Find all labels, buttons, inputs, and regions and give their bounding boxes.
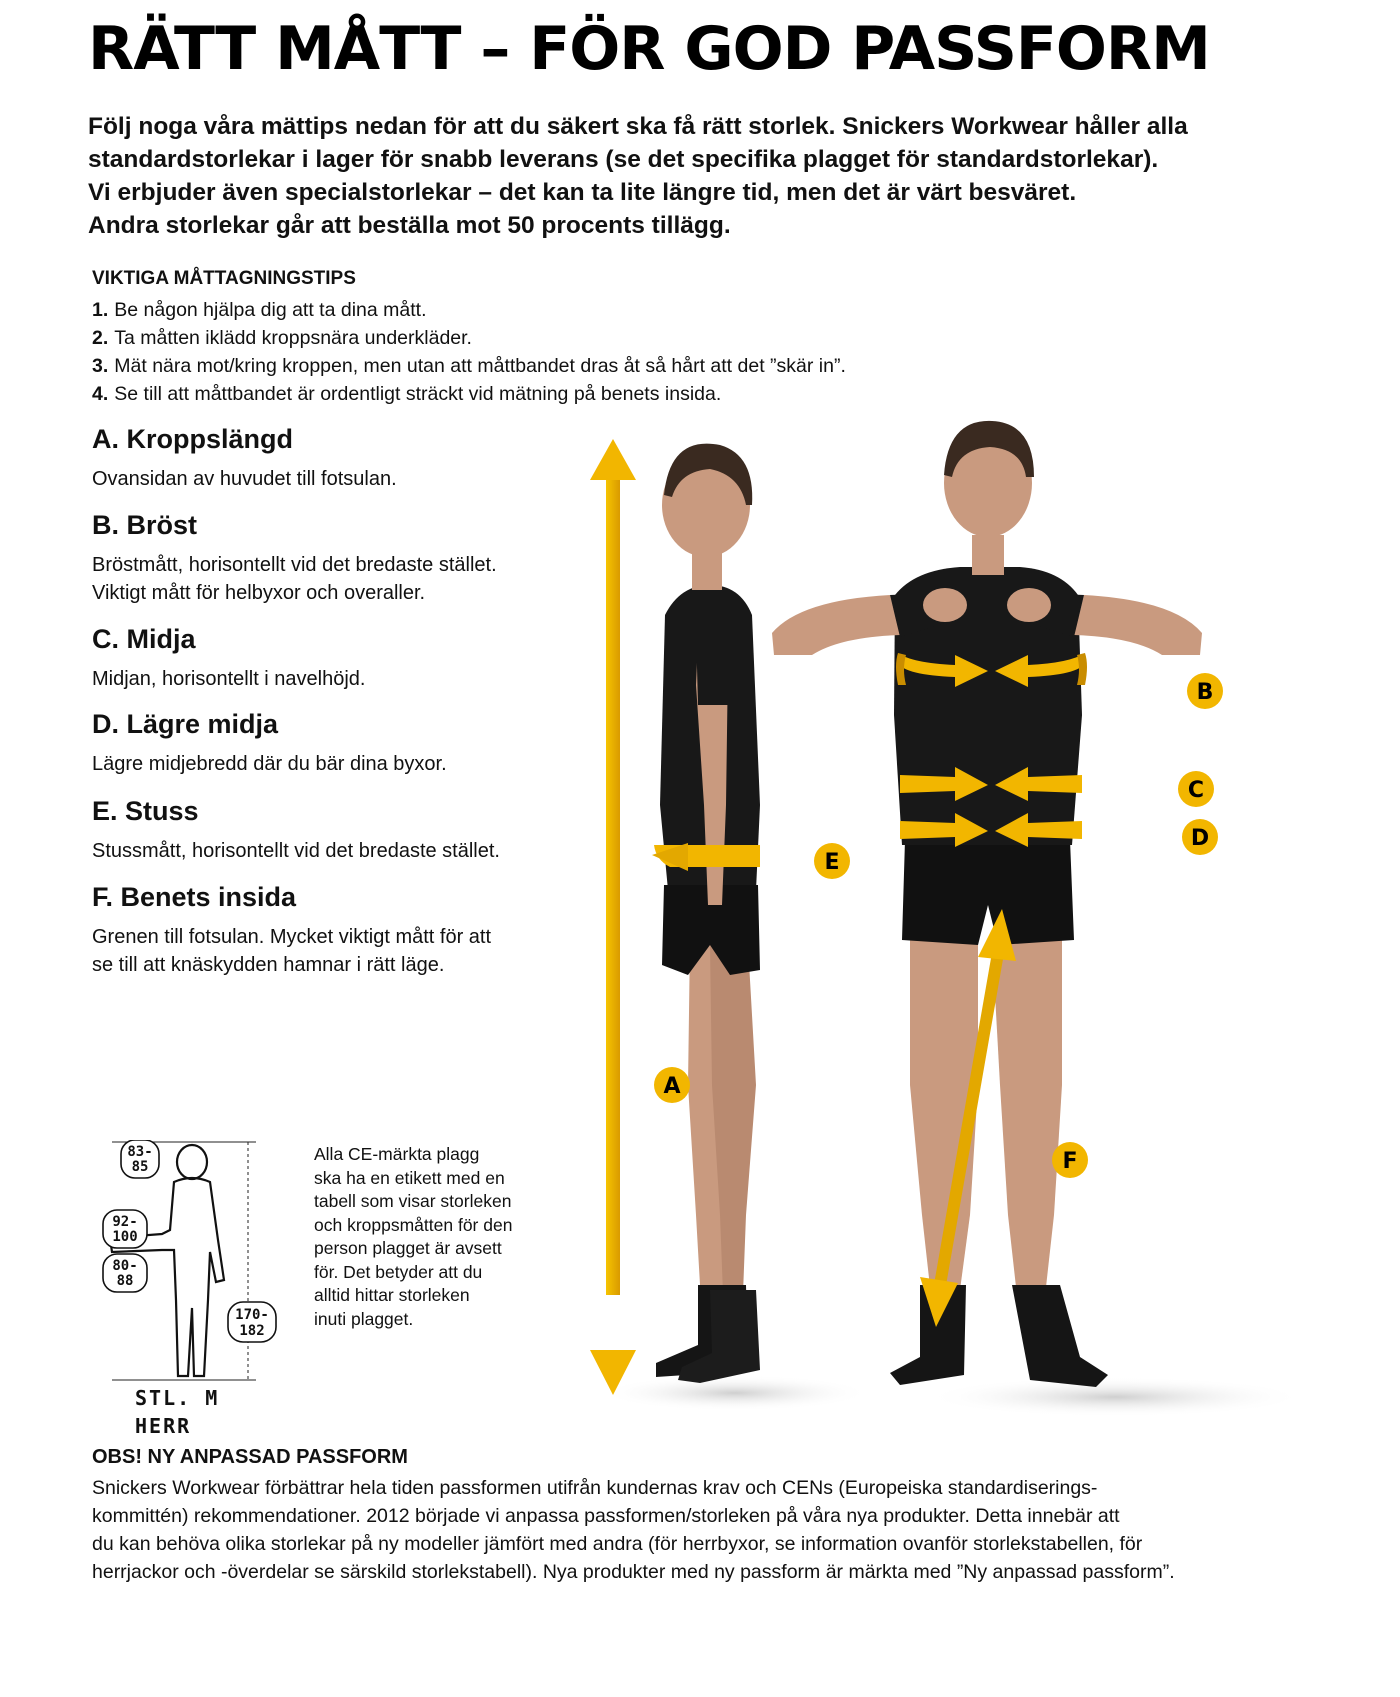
marker-e (814, 843, 850, 879)
obs-line: kommittén) rekommendationer. 2012 började vi anpassa passformen/storleken på våra nya produkter. Detta innebär att (92, 1505, 1120, 1527)
measure-line: Viktigt mått för helbyxor och overaller. (92, 582, 426, 604)
measure-heading: E. Stuss (92, 796, 199, 826)
measure-e (92, 796, 500, 865)
intro-line: Andra storlekar går att beställa mot 50 procents tillägg. (88, 212, 731, 239)
tip-number: 1. (92, 299, 109, 321)
tip-number: 3. (92, 355, 109, 377)
measure-heading: F. Benets insida (92, 882, 297, 912)
size-bubble-height (228, 1302, 276, 1342)
size-bubble-chest (121, 1140, 159, 1178)
measure-line: Ovansidan av huvudet till fotsulan. (92, 468, 397, 490)
measure-heading: C. Midja (92, 624, 196, 654)
obs-heading: OBS! NY ANPASSAD PASSFORM (92, 1446, 408, 1468)
chest-size-bottom: 85 (131, 1159, 149, 1175)
tip-text: Se till att måttbandet är ordentligt sträckt vid mätning på benets insida. (114, 383, 722, 405)
measure-description (92, 750, 447, 778)
measure-heading: D. Lägre midja (92, 709, 279, 739)
measure-line: Bröstmått, horisontellt vid det bredaste stället. (92, 554, 497, 576)
obs-line: herrjackor och -överdelar se särskild storlekstabell). Nya produkter med ny passform är märkta med ”Ny anpassad passform”. (92, 1561, 1175, 1583)
tip-text: Be någon hjälpa dig att ta dina mått. (114, 299, 427, 321)
ce-note-line: person plagget är avsett (314, 1238, 502, 1258)
marker-b (1187, 673, 1223, 709)
size-stl: STL. M (135, 1386, 220, 1410)
size-gender: HERR (135, 1414, 192, 1438)
ce-note (314, 1143, 534, 1331)
height-size-bottom: 182 (239, 1323, 265, 1339)
waist-size-top: 92- (112, 1214, 138, 1230)
waist-size-bottom: 100 (112, 1229, 138, 1245)
measure-line: se till att knäskydden hamnar i rätt läge. (92, 954, 445, 976)
tips-heading: VIKTIGA MÅTTAGNINGSTIPS (92, 268, 356, 289)
measure-heading: B. Bröst (92, 510, 198, 540)
tip-text: Ta måtten iklädd kroppsnära underkläder. (114, 327, 472, 349)
marker-label: D (1190, 826, 1210, 851)
marker-label: E (824, 850, 840, 875)
measure-description (92, 923, 491, 979)
measure-a (92, 424, 397, 493)
measure-d (92, 709, 447, 778)
side-view-figure (656, 444, 760, 1383)
size-bubble-waist (103, 1210, 147, 1248)
ce-note-line: ska ha en etikett med en (314, 1167, 505, 1188)
measure-line: Midjan, horisontellt i navelhöjd. (92, 668, 366, 690)
ce-note-line: inuti plagget. (314, 1308, 414, 1329)
ce-note-line: för. Det betyder att du (314, 1261, 483, 1282)
hip-size-top: 80- (112, 1258, 138, 1274)
measure-b (92, 510, 497, 607)
marker-label: F (1062, 1149, 1078, 1174)
tip-item (92, 352, 846, 380)
marker-a (654, 1067, 690, 1103)
measure-c (92, 624, 366, 693)
marker-d (1182, 819, 1218, 855)
measure-f (92, 882, 491, 979)
marker-c (1178, 771, 1214, 807)
front-view-figure (772, 421, 1205, 1387)
ce-note-line: tabell som visar storleken (314, 1191, 512, 1211)
hip-size-bottom: 88 (116, 1273, 134, 1289)
measure-description (92, 837, 500, 865)
measure-description (92, 465, 397, 493)
intro-line: Vi erbjuder även specialstorlekar – det kan ta lite längre tid, men det är värt besväret. (88, 179, 1077, 206)
measure-line: Stussmått, horisontellt vid det bredaste stället. (92, 840, 500, 862)
page-title: RÄTT MÅTT – FÖR GOD PASSFORM (88, 14, 1210, 84)
measurement-illustration (560, 385, 1335, 1490)
measure-line: Grenen till fotsulan. Mycket viktigt mått för att (92, 926, 492, 948)
tip-text: Mät nära mot/kring kroppen, men utan att måttbandet dras åt så hårt att det ”skär in”. (114, 355, 846, 377)
ce-note-line: alltid hittar storleken (314, 1285, 470, 1305)
measure-description (92, 665, 366, 693)
intro-text (88, 110, 1268, 242)
height-size-top: 170- (235, 1307, 269, 1323)
marker-f (1052, 1142, 1088, 1178)
tip-number: 4. (92, 383, 109, 405)
tip-item (92, 296, 846, 324)
obs-line: du kan behöva olika storlekar på ny modeller jämfört med andra (för herrbyxor, se information ovanför storlekstabellen, för (92, 1533, 1143, 1555)
size-bubble-hip (103, 1254, 147, 1292)
obs-line: Snickers Workwear förbättrar hela tiden passformen utifrån kundernas krav och CENs (Europeiska standardiserings- (92, 1477, 1098, 1499)
intro-line: Följ noga våra mättips nedan för att du säkert ska få rätt storlek. Snickers Workwear håller alla (88, 113, 1188, 140)
size-tag-label (135, 1384, 219, 1440)
marker-label: C (1187, 778, 1205, 803)
marker-label: A (663, 1074, 681, 1099)
tip-item (92, 324, 846, 352)
measure-description (92, 551, 497, 607)
measure-line: Lägre midjebredd där du bär dina byxor. (92, 753, 447, 775)
intro-line: standardstorlekar i lager för snabb leverans (se det specifika plagget för standardstorlekar). (88, 146, 1159, 173)
tip-number: 2. (92, 327, 109, 349)
ce-note-line: och kroppsmåtten för den (314, 1214, 513, 1235)
obs-body (92, 1474, 1352, 1586)
arrow-a (590, 439, 636, 1395)
chest-size-top: 83- (127, 1144, 153, 1160)
measure-heading: A. Kroppslängd (92, 424, 293, 454)
marker-label: B (1196, 680, 1214, 705)
ce-note-line: Alla CE-märkta plagg (314, 1144, 480, 1164)
